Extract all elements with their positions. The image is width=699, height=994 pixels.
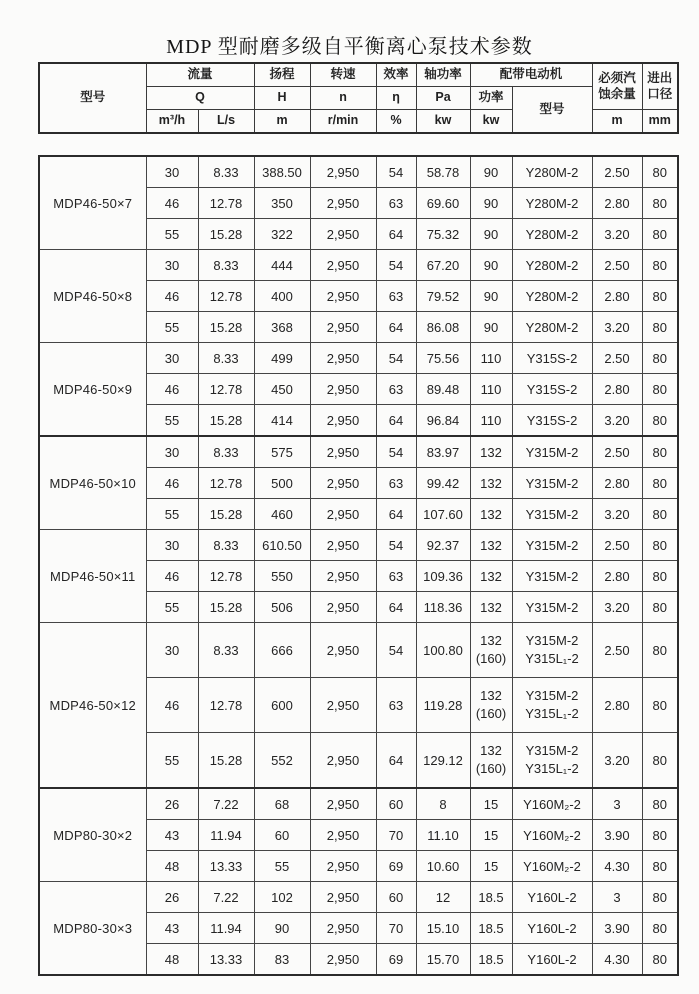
- cell-motor-model: Y280M-2: [512, 250, 592, 281]
- cell-motor-power-line: 132: [480, 743, 502, 758]
- cell-port-diameter: 80: [642, 188, 678, 219]
- cell-efficiency: 63: [376, 678, 416, 733]
- cell-head: 610.50: [254, 530, 310, 561]
- table-row: [39, 882, 678, 913]
- cell-efficiency: 70: [376, 820, 416, 851]
- cell-npsh: 4.30: [592, 851, 642, 882]
- table-row: [39, 250, 678, 281]
- table-row: [39, 156, 678, 188]
- cell-efficiency: 54: [376, 250, 416, 281]
- header-row-1: [39, 63, 678, 87]
- cell-shaft-power: 58.78: [416, 156, 470, 188]
- cell-motor-power: 132: [470, 530, 512, 561]
- symbol-shaft-power: Pa: [416, 87, 470, 110]
- cell-motor-model: Y315M-2: [512, 592, 592, 623]
- cell-port-diameter: 80: [642, 436, 678, 468]
- symbol-efficiency: η: [376, 87, 416, 110]
- cell-flow-ls: 12.78: [198, 561, 254, 592]
- pump-model: MDP80-30×2: [39, 788, 146, 882]
- cell-flow-m3h: 46: [146, 188, 198, 219]
- cell-port-diameter: 80: [642, 733, 678, 789]
- col-header-shaft-power: 轴功率: [416, 63, 470, 87]
- unit-head: m: [254, 110, 310, 134]
- cell-motor-model: Y315M-2: [512, 561, 592, 592]
- cell-flow-m3h: 48: [146, 851, 198, 882]
- cell-efficiency: 70: [376, 913, 416, 944]
- cell-port-diameter: 80: [642, 820, 678, 851]
- cell-speed: 2,950: [310, 436, 376, 468]
- cell-shaft-power: 67.20: [416, 250, 470, 281]
- cell-flow-ls: 11.94: [198, 820, 254, 851]
- col-header-npsh: 必须汽蚀余量: [592, 63, 642, 110]
- cell-flow-ls: 12.78: [198, 678, 254, 733]
- cell-speed: 2,950: [310, 343, 376, 374]
- cell-port-diameter: 80: [642, 913, 678, 944]
- cell-speed: 2,950: [310, 733, 376, 789]
- cell-speed: 2,950: [310, 250, 376, 281]
- cell-npsh: 2.50: [592, 343, 642, 374]
- cell-flow-ls: 13.33: [198, 851, 254, 882]
- cell-port-diameter: 80: [642, 250, 678, 281]
- cell-port-diameter: 80: [642, 592, 678, 623]
- cell-motor-power: 18.5: [470, 944, 512, 976]
- cell-flow-m3h: 55: [146, 219, 198, 250]
- cell-shaft-power: 92.37: [416, 530, 470, 561]
- cell-port-diameter: 80: [642, 623, 678, 678]
- cell-motor-power: [470, 733, 512, 789]
- cell-flow-ls: 15.28: [198, 219, 254, 250]
- cell-flow-m3h: 26: [146, 882, 198, 913]
- parameters-header-table: [38, 62, 679, 134]
- cell-speed: 2,950: [310, 851, 376, 882]
- cell-efficiency: 54: [376, 436, 416, 468]
- cell-motor-power-line: (160): [475, 651, 507, 666]
- cell-efficiency: 63: [376, 374, 416, 405]
- cell-motor-power-line: 132: [480, 633, 502, 648]
- cell-speed: 2,950: [310, 281, 376, 312]
- cell-motor-model: Y315M-2: [512, 468, 592, 499]
- cell-flow-ls: 8.33: [198, 250, 254, 281]
- cell-shaft-power: 100.80: [416, 623, 470, 678]
- cell-head: 60: [254, 820, 310, 851]
- cell-flow-m3h: 55: [146, 733, 198, 789]
- cell-shaft-power: 129.12: [416, 733, 470, 789]
- cell-flow-m3h: 46: [146, 678, 198, 733]
- cell-speed: 2,950: [310, 499, 376, 530]
- cell-port-diameter: 80: [642, 343, 678, 374]
- cell-motor-model-line: Y315L₁-2: [525, 651, 579, 666]
- cell-efficiency: 54: [376, 156, 416, 188]
- cell-head: 506: [254, 592, 310, 623]
- cell-shaft-power: 10.60: [416, 851, 470, 882]
- col-header-motor: 配带电动机: [470, 63, 592, 87]
- cell-motor-power: [470, 678, 512, 733]
- cell-flow-m3h: 55: [146, 499, 198, 530]
- cell-head: 400: [254, 281, 310, 312]
- cell-flow-m3h: 46: [146, 374, 198, 405]
- cell-flow-ls: 11.94: [198, 913, 254, 944]
- cell-shaft-power: 15.70: [416, 944, 470, 976]
- cell-head: 83: [254, 944, 310, 976]
- cell-motor-model: Y280M-2: [512, 188, 592, 219]
- cell-motor-power: 90: [470, 188, 512, 219]
- cell-speed: 2,950: [310, 944, 376, 976]
- cell-flow-ls: 15.28: [198, 405, 254, 437]
- cell-npsh: 2.80: [592, 281, 642, 312]
- pump-model: MDP46-50×7: [39, 156, 146, 250]
- cell-speed: 2,950: [310, 678, 376, 733]
- cell-flow-m3h: 48: [146, 944, 198, 976]
- cell-shaft-power: 83.97: [416, 436, 470, 468]
- cell-head: 500: [254, 468, 310, 499]
- cell-head: 90: [254, 913, 310, 944]
- cell-motor-power-line: (160): [475, 761, 507, 776]
- cell-flow-ls: 12.78: [198, 188, 254, 219]
- cell-flow-m3h: 30: [146, 250, 198, 281]
- cell-speed: 2,950: [310, 882, 376, 913]
- cell-npsh: 2.80: [592, 561, 642, 592]
- cell-motor-model-line: Y315L₁-2: [525, 761, 579, 776]
- cell-npsh: 3.20: [592, 592, 642, 623]
- cell-motor-model: Y315S-2: [512, 374, 592, 405]
- cell-efficiency: 63: [376, 468, 416, 499]
- cell-flow-ls: 12.78: [198, 374, 254, 405]
- cell-shaft-power: 69.60: [416, 188, 470, 219]
- cell-port-diameter: 80: [642, 374, 678, 405]
- col-header-speed: 转速: [310, 63, 376, 87]
- cell-motor-model: Y315M-2: [512, 530, 592, 561]
- cell-shaft-power: 99.42: [416, 468, 470, 499]
- unit-port: mm: [642, 110, 678, 134]
- cell-flow-m3h: 30: [146, 436, 198, 468]
- cell-flow-m3h: 46: [146, 281, 198, 312]
- cell-shaft-power: 15.10: [416, 913, 470, 944]
- cell-flow-ls: 15.28: [198, 733, 254, 789]
- col-header-head: 扬程: [254, 63, 310, 87]
- cell-head: 322: [254, 219, 310, 250]
- cell-flow-ls: 7.22: [198, 788, 254, 820]
- cell-speed: 2,950: [310, 788, 376, 820]
- cell-port-diameter: 80: [642, 499, 678, 530]
- pump-model: MDP46-50×10: [39, 436, 146, 530]
- cell-motor-power: 110: [470, 374, 512, 405]
- cell-head: 450: [254, 374, 310, 405]
- cell-npsh: 2.80: [592, 468, 642, 499]
- cell-flow-ls: 12.78: [198, 468, 254, 499]
- cell-npsh: 2.50: [592, 250, 642, 281]
- cell-port-diameter: 80: [642, 561, 678, 592]
- cell-motor-power: [470, 623, 512, 678]
- cell-motor-model: [512, 623, 592, 678]
- cell-shaft-power: 109.36: [416, 561, 470, 592]
- cell-head: 600: [254, 678, 310, 733]
- cell-motor-power: 110: [470, 343, 512, 374]
- unit-efficiency: %: [376, 110, 416, 134]
- cell-flow-m3h: 43: [146, 820, 198, 851]
- cell-port-diameter: 80: [642, 882, 678, 913]
- cell-head: 575: [254, 436, 310, 468]
- cell-port-diameter: 80: [642, 219, 678, 250]
- cell-motor-power: 110: [470, 405, 512, 437]
- cell-port-diameter: 80: [642, 788, 678, 820]
- cell-motor-power: 90: [470, 156, 512, 188]
- cell-motor-power: 18.5: [470, 882, 512, 913]
- cell-efficiency: 54: [376, 623, 416, 678]
- cell-speed: 2,950: [310, 592, 376, 623]
- cell-efficiency: 64: [376, 733, 416, 789]
- cell-speed: 2,950: [310, 405, 376, 437]
- cell-motor-power: 90: [470, 250, 512, 281]
- cell-flow-m3h: 46: [146, 561, 198, 592]
- cell-motor-model: Y160M₂-2: [512, 851, 592, 882]
- cell-flow-ls: 8.33: [198, 623, 254, 678]
- cell-shaft-power: 11.10: [416, 820, 470, 851]
- table-row: [39, 788, 678, 820]
- cell-head: 68: [254, 788, 310, 820]
- cell-motor-model: Y280M-2: [512, 219, 592, 250]
- cell-flow-ls: 13.33: [198, 944, 254, 976]
- cell-efficiency: 63: [376, 561, 416, 592]
- cell-motor-power: 132: [470, 468, 512, 499]
- pump-model: MDP46-50×12: [39, 623, 146, 789]
- cell-motor-model: Y280M-2: [512, 281, 592, 312]
- cell-motor-power: 132: [470, 499, 512, 530]
- cell-motor-model: [512, 678, 592, 733]
- cell-shaft-power: 75.32: [416, 219, 470, 250]
- cell-motor-power: 15: [470, 851, 512, 882]
- unit-speed: r/min: [310, 110, 376, 134]
- cell-npsh: 3: [592, 788, 642, 820]
- cell-flow-m3h: 46: [146, 468, 198, 499]
- cell-head: 388.50: [254, 156, 310, 188]
- cell-flow-ls: 15.28: [198, 499, 254, 530]
- cell-flow-m3h: 26: [146, 788, 198, 820]
- cell-motor-model: Y160M₂-2: [512, 820, 592, 851]
- cell-flow-ls: 15.28: [198, 592, 254, 623]
- pump-model: MDP46-50×8: [39, 250, 146, 343]
- unit-flow-m3h: m³/h: [146, 110, 198, 134]
- cell-npsh: 3: [592, 882, 642, 913]
- cell-head: 666: [254, 623, 310, 678]
- cell-port-diameter: 80: [642, 678, 678, 733]
- cell-motor-model: Y160M₂-2: [512, 788, 592, 820]
- cell-shaft-power: 75.56: [416, 343, 470, 374]
- cell-motor-model: Y315S-2: [512, 343, 592, 374]
- cell-efficiency: 64: [376, 219, 416, 250]
- cell-port-diameter: 80: [642, 156, 678, 188]
- cell-efficiency: 64: [376, 592, 416, 623]
- cell-flow-ls: 12.78: [198, 281, 254, 312]
- cell-speed: 2,950: [310, 312, 376, 343]
- cell-efficiency: 63: [376, 188, 416, 219]
- col-header-port: 进出口径: [642, 63, 678, 110]
- cell-flow-ls: 8.33: [198, 436, 254, 468]
- parameters-table: [38, 155, 679, 976]
- cell-head: 552: [254, 733, 310, 789]
- unit-motor-power: kw: [470, 110, 512, 134]
- cell-shaft-power: 12: [416, 882, 470, 913]
- cell-speed: 2,950: [310, 623, 376, 678]
- cell-head: 499: [254, 343, 310, 374]
- cell-motor-model: Y160L-2: [512, 882, 592, 913]
- cell-efficiency: 69: [376, 944, 416, 976]
- cell-port-diameter: 80: [642, 312, 678, 343]
- col-header-motor-model: 型号: [512, 87, 592, 134]
- cell-motor-power: 132: [470, 592, 512, 623]
- cell-flow-ls: 7.22: [198, 882, 254, 913]
- cell-npsh: 2.80: [592, 374, 642, 405]
- cell-speed: 2,950: [310, 561, 376, 592]
- cell-shaft-power: 119.28: [416, 678, 470, 733]
- cell-npsh: 3.20: [592, 312, 642, 343]
- cell-efficiency: 54: [376, 530, 416, 561]
- cell-efficiency: 60: [376, 882, 416, 913]
- cell-head: 368: [254, 312, 310, 343]
- cell-shaft-power: 8: [416, 788, 470, 820]
- cell-port-diameter: 80: [642, 405, 678, 437]
- pump-model: MDP80-30×3: [39, 882, 146, 976]
- cell-speed: 2,950: [310, 188, 376, 219]
- cell-head: 102: [254, 882, 310, 913]
- cell-motor-model: Y280M-2: [512, 156, 592, 188]
- cell-efficiency: 64: [376, 499, 416, 530]
- cell-flow-m3h: 55: [146, 592, 198, 623]
- cell-npsh: 2.50: [592, 436, 642, 468]
- cell-speed: 2,950: [310, 156, 376, 188]
- cell-flow-m3h: 43: [146, 913, 198, 944]
- pump-model: MDP46-50×11: [39, 530, 146, 623]
- cell-head: 55: [254, 851, 310, 882]
- table-row: [39, 436, 678, 468]
- cell-flow-m3h: 30: [146, 343, 198, 374]
- col-header-pump-model: 型号: [39, 63, 146, 133]
- unit-flow-ls: L/s: [198, 110, 254, 134]
- symbol-head: H: [254, 87, 310, 110]
- cell-motor-power: 90: [470, 281, 512, 312]
- col-header-efficiency: 效率: [376, 63, 416, 87]
- cell-npsh: 2.80: [592, 188, 642, 219]
- table-row: [39, 530, 678, 561]
- cell-npsh: 3.90: [592, 913, 642, 944]
- cell-npsh: 2.80: [592, 678, 642, 733]
- symbol-flow: Q: [146, 87, 254, 110]
- cell-port-diameter: 80: [642, 468, 678, 499]
- cell-shaft-power: 96.84: [416, 405, 470, 437]
- table-body: [39, 156, 678, 975]
- cell-motor-power-line: 132: [480, 688, 502, 703]
- cell-efficiency: 64: [376, 405, 416, 437]
- unit-npsh: m: [592, 110, 642, 134]
- table-row: [39, 343, 678, 374]
- col-header-flow: 流量: [146, 63, 254, 87]
- cell-motor-power: 90: [470, 312, 512, 343]
- cell-motor-model: Y315M-2: [512, 436, 592, 468]
- cell-speed: 2,950: [310, 219, 376, 250]
- cell-port-diameter: 80: [642, 530, 678, 561]
- page-title: MDP 型耐磨多级自平衡离心泵技术参数: [166, 36, 533, 58]
- cell-speed: 2,950: [310, 374, 376, 405]
- cell-motor-model: Y160L-2: [512, 913, 592, 944]
- cell-npsh: 3.20: [592, 499, 642, 530]
- table-row: [39, 623, 678, 678]
- cell-shaft-power: 86.08: [416, 312, 470, 343]
- cell-head: 414: [254, 405, 310, 437]
- cell-head: 460: [254, 499, 310, 530]
- cell-speed: 2,950: [310, 913, 376, 944]
- cell-efficiency: 64: [376, 312, 416, 343]
- cell-head: 444: [254, 250, 310, 281]
- cell-npsh: 2.50: [592, 156, 642, 188]
- cell-motor-model: [512, 733, 592, 789]
- cell-head: 550: [254, 561, 310, 592]
- cell-shaft-power: 79.52: [416, 281, 470, 312]
- unit-shaft-power: kw: [416, 110, 470, 134]
- cell-flow-m3h: 30: [146, 530, 198, 561]
- cell-motor-power: 132: [470, 436, 512, 468]
- cell-flow-ls: 8.33: [198, 343, 254, 374]
- cell-motor-power: 90: [470, 219, 512, 250]
- cell-motor-model: Y315S-2: [512, 405, 592, 437]
- cell-flow-m3h: 55: [146, 405, 198, 437]
- cell-flow-ls: 8.33: [198, 156, 254, 188]
- cell-speed: 2,950: [310, 820, 376, 851]
- cell-motor-model: Y315M-2: [512, 499, 592, 530]
- cell-speed: 2,950: [310, 468, 376, 499]
- cell-npsh: 3.20: [592, 219, 642, 250]
- cell-efficiency: 69: [376, 851, 416, 882]
- cell-port-diameter: 80: [642, 944, 678, 976]
- cell-port-diameter: 80: [642, 851, 678, 882]
- cell-efficiency: 54: [376, 343, 416, 374]
- cell-npsh: 4.30: [592, 944, 642, 976]
- pump-model: MDP46-50×9: [39, 343, 146, 437]
- cell-motor-model-line: Y315M-2: [525, 688, 579, 703]
- cell-motor-model-line: Y315M-2: [525, 633, 579, 648]
- cell-motor-power: 132: [470, 561, 512, 592]
- cell-speed: 2,950: [310, 530, 376, 561]
- cell-port-diameter: 80: [642, 281, 678, 312]
- cell-motor-power-line: (160): [475, 706, 507, 721]
- cell-npsh: 3.20: [592, 405, 642, 437]
- cell-flow-ls: 15.28: [198, 312, 254, 343]
- cell-motor-power: 15: [470, 820, 512, 851]
- cell-head: 350: [254, 188, 310, 219]
- cell-motor-power: 15: [470, 788, 512, 820]
- cell-efficiency: 63: [376, 281, 416, 312]
- cell-shaft-power: 107.60: [416, 499, 470, 530]
- cell-motor-model: Y160L-2: [512, 944, 592, 976]
- cell-flow-m3h: 30: [146, 623, 198, 678]
- cell-flow-m3h: 30: [146, 156, 198, 188]
- cell-shaft-power: 89.48: [416, 374, 470, 405]
- symbol-speed: n: [310, 87, 376, 110]
- cell-motor-model-line: Y315L₁-2: [525, 706, 579, 721]
- cell-flow-ls: 8.33: [198, 530, 254, 561]
- cell-motor-model: Y280M-2: [512, 312, 592, 343]
- cell-motor-model-line: Y315M-2: [525, 743, 579, 758]
- cell-npsh: 2.50: [592, 623, 642, 678]
- cell-npsh: 3.90: [592, 820, 642, 851]
- cell-motor-power: 18.5: [470, 913, 512, 944]
- col-header-motor-power: 功率: [470, 87, 512, 110]
- cell-flow-m3h: 55: [146, 312, 198, 343]
- cell-npsh: 2.50: [592, 530, 642, 561]
- cell-npsh: 3.20: [592, 733, 642, 789]
- cell-shaft-power: 118.36: [416, 592, 470, 623]
- cell-efficiency: 60: [376, 788, 416, 820]
